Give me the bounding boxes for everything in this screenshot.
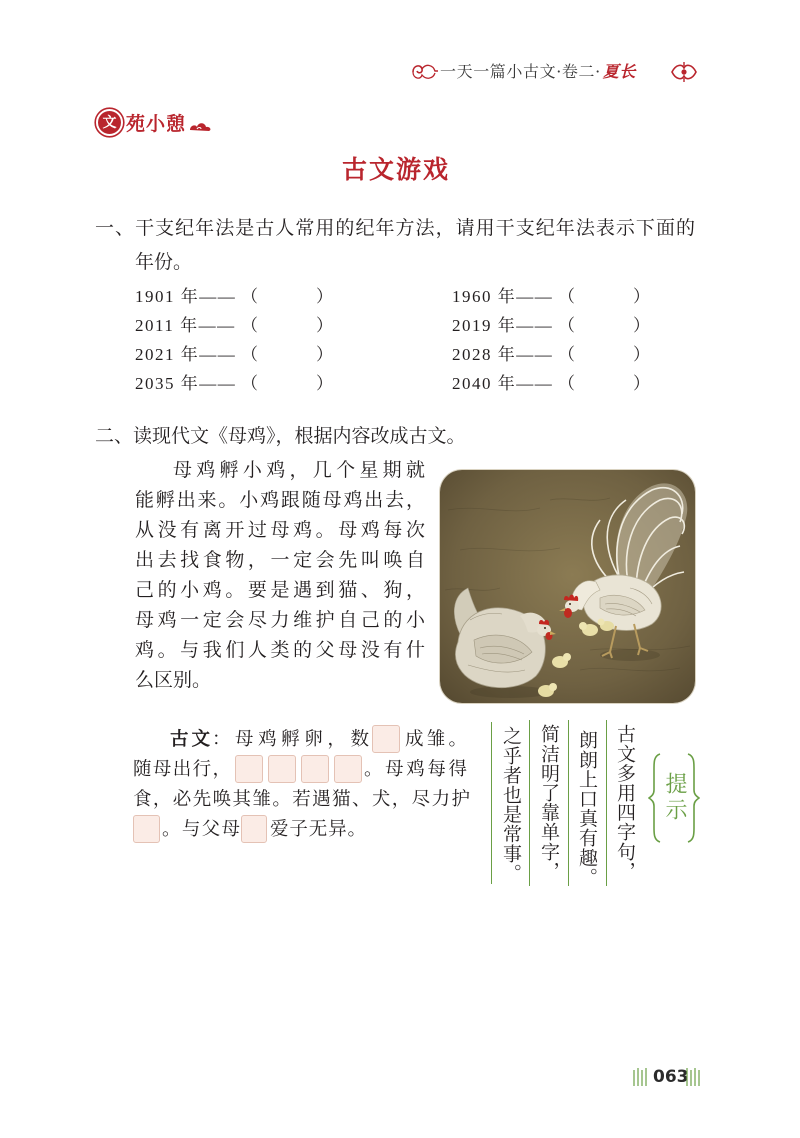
page-title: 古文游戏 xyxy=(342,155,448,184)
classical-text: 成雏。 xyxy=(405,729,467,750)
header-left-ornament xyxy=(408,59,438,85)
year-label: 2019 年—— xyxy=(452,316,554,335)
question-1-line-1: 一、干支纪年法是古人常用的纪年方法，请用干支纪年法表示下面的 xyxy=(95,217,695,239)
classical-text: 母鸡孵卵，数 xyxy=(235,729,369,750)
header-right-ornament xyxy=(670,58,698,86)
year-label: 2011 年—— xyxy=(135,316,236,335)
blank-open-paren: （ xyxy=(558,316,575,335)
header-volume: 卷二 xyxy=(561,62,596,81)
blank-close-paren: ） xyxy=(316,316,333,335)
blank-close-paren: ） xyxy=(633,316,650,335)
hint-column-rule xyxy=(529,720,530,886)
passage-line: 出去找食物，一定会先叫唤自 xyxy=(135,549,425,571)
blank-close-paren: ） xyxy=(633,287,650,306)
answer-box xyxy=(241,815,267,843)
passage-line: 么区别。 xyxy=(135,669,212,691)
header-series: 一天一篇小古文 xyxy=(440,62,557,81)
blank-close-paren: ） xyxy=(316,287,333,306)
classical-label: 古文 xyxy=(170,729,212,750)
year-item xyxy=(452,315,652,337)
hint-line: 古文多用四字句， xyxy=(614,724,636,881)
hint-title: 提示 xyxy=(662,772,687,824)
year-item xyxy=(135,315,335,337)
passage-line: 从没有离开过母鸡。母鸡每次 xyxy=(135,519,425,541)
page-number-ornament-right xyxy=(685,1066,703,1088)
blank-open-paren: （ xyxy=(558,374,575,393)
classical-text: 食，必先唤其雏。若遇猫、犬，尽力护 xyxy=(133,789,470,810)
painting-canvas xyxy=(440,470,695,703)
year-item xyxy=(135,344,335,366)
passage-line: 鸡。与我们人类的父母没有什 xyxy=(135,639,425,661)
hint-column-rule xyxy=(606,720,607,886)
year-item xyxy=(452,373,652,395)
header-season: 夏长 xyxy=(602,62,636,81)
blank-close-paren: ） xyxy=(316,345,333,364)
page-number-ornament-left xyxy=(632,1066,650,1088)
question-2-prompt: 二、读现代文《母鸡》，根据内容改成古文。 xyxy=(95,425,466,447)
classical-text: 随母出行， xyxy=(133,759,231,780)
passage-line: 己的小鸡。要是遇到猫、狗， xyxy=(135,579,425,601)
answer-box xyxy=(334,755,362,783)
year-item xyxy=(135,286,335,308)
header-separator: · xyxy=(595,62,601,81)
answer-box xyxy=(301,755,329,783)
blank-open-paren: （ xyxy=(241,287,258,306)
year-item xyxy=(452,344,652,366)
hint-column-rule xyxy=(491,722,492,884)
blank-open-paren: （ xyxy=(241,374,258,393)
hint-column-rule xyxy=(568,720,569,886)
blank-open-paren: （ xyxy=(558,287,575,306)
year-item xyxy=(135,373,335,395)
passage-line: 母鸡一定会尽力维护自己的小 xyxy=(135,609,425,631)
answer-box xyxy=(372,725,400,753)
year-label: 2028 年—— xyxy=(452,345,554,364)
passage-line: 能孵出来。小鸡跟随母鸡出去， xyxy=(135,489,425,511)
hint-line: 之乎者也是常事。 xyxy=(500,726,522,883)
cloud-icon xyxy=(188,118,212,134)
running-header xyxy=(440,61,636,83)
blank-close-paren: ） xyxy=(316,374,333,393)
classical-colon: ： xyxy=(212,729,231,750)
blank-close-paren: ） xyxy=(633,345,650,364)
blank-open-paren: （ xyxy=(558,345,575,364)
header-separator: · xyxy=(556,62,562,81)
badge-circle: 文 xyxy=(96,109,123,136)
blank-close-paren: ） xyxy=(633,374,650,393)
passage-line: 母鸡孵小鸡，几个星期就 xyxy=(173,459,425,481)
section-badge xyxy=(96,108,212,136)
classical-text: 。与父母 xyxy=(162,819,240,840)
painting-hen-and-rooster xyxy=(440,470,695,703)
year-item xyxy=(452,286,652,308)
answer-box xyxy=(235,755,263,783)
year-label: 1960 年—— xyxy=(452,287,554,306)
hint-line: 朗朗上口真有趣。 xyxy=(576,730,598,887)
page-number: 063 xyxy=(653,1067,689,1087)
year-label: 2040 年—— xyxy=(452,374,554,393)
answer-box xyxy=(268,755,296,783)
year-label: 2021 年—— xyxy=(135,345,237,364)
year-label: 1901 年—— xyxy=(135,287,237,306)
classical-text: 爱子无异。 xyxy=(270,819,366,840)
classical-text: 。母鸡每得 xyxy=(364,759,467,780)
blank-open-paren: （ xyxy=(241,316,258,335)
blank-open-paren: （ xyxy=(241,345,258,364)
year-label: 2035 年—— xyxy=(135,374,237,393)
question-1-line-2: 年份。 xyxy=(135,251,193,273)
hint-line: 简洁明了靠单字， xyxy=(538,724,560,881)
answer-box xyxy=(133,815,160,843)
badge-text: 苑小憩 xyxy=(126,112,187,135)
